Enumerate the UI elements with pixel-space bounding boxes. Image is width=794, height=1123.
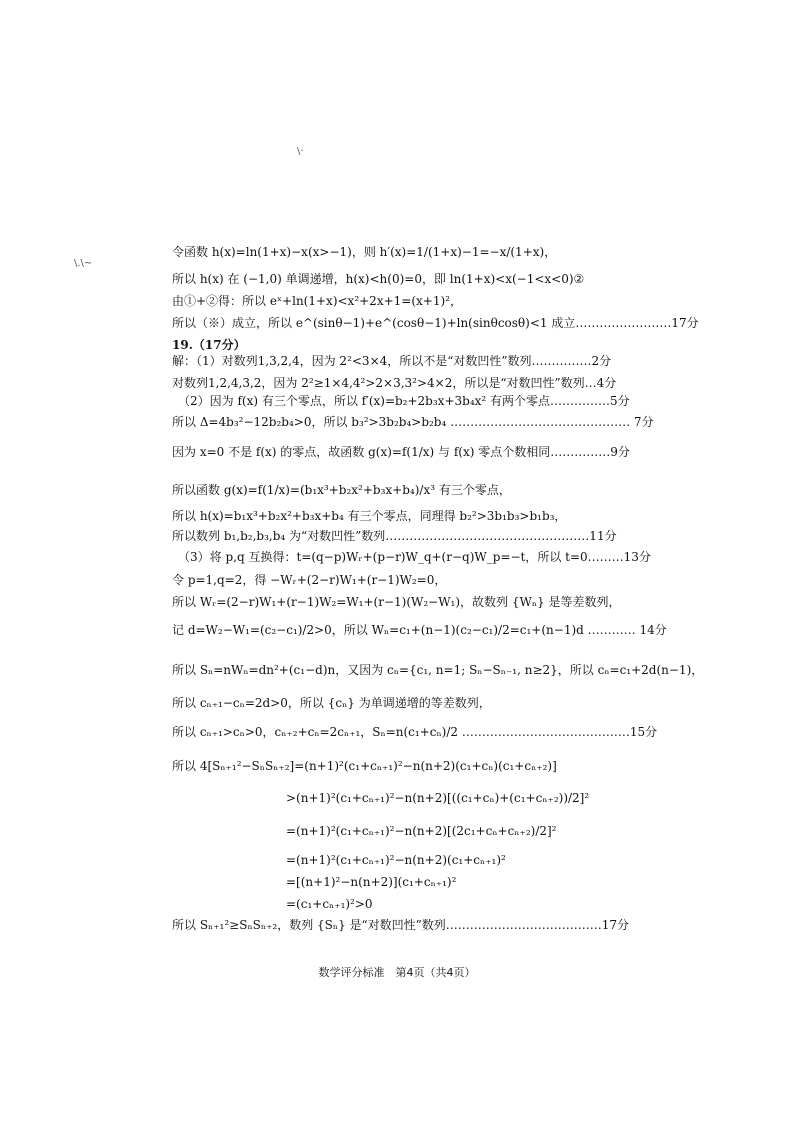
line-25: =[(n+1)²−n(n+2)](c₁+cₙ₊₁)² (286, 875, 457, 889)
line-11: 所以函数 g(x)=f(1/x)=(b₁x³+b₂x²+b₃x+b₄)/x³ 有三个零点， (172, 483, 511, 497)
line-6: 解：（1）对数列1,3,2,4，因为 2²<3×4，所以不是“对数凹性”数列……………2分 (172, 354, 612, 368)
line-27: 所以 Sₙ₊₁²≥SₙSₙ₊₂，数列 {Sₙ} 是“对数凹性”数列…………………………………17分 (172, 918, 630, 932)
line-19: 所以 cₙ₊₁−cₙ=2d>0，所以 {cₙ} 为单调递增的等差数列， (172, 696, 491, 710)
stray-mark-top: \· (297, 146, 304, 157)
line-23: =(n+1)²(c₁+cₙ₊₁)²−n(n+2)[(2c₁+cₙ+cₙ₊₂)/2]² (286, 824, 557, 838)
stray-mark-left: \.\~ (74, 258, 93, 269)
line-12: 所以 h(x)=b₁x³+b₂x²+b₃x+b₄ 有三个零点，同理得 b₂²>3b₁b₃>b₁b₃， (172, 509, 567, 523)
line-9: 所以 Δ=4b₃²−12b₂b₄>0，所以 b₃²>3b₂b₄>b₂b₄ ……………………………………… 7分 (172, 415, 654, 429)
line-4: 所以（※）成立，所以 e^(sinθ−1)+e^(cosθ−1)+ln(sinθcosθ)<1 成立……………………17分 (172, 316, 699, 330)
line-16: 所以 Wᵣ=(2−r)W₁+(r−1)W₂=W₁+(r−1)(W₂−W₁)，故数列 {Wₙ} 是等差数列， (172, 595, 621, 609)
line-26: =(c₁+cₙ₊₁)²>0 (286, 897, 373, 911)
line-2: 所以 h(x) 在 (−1,0) 单调递增，h(x)<h(0)=0，即 ln(1+x)<x(−1<x<0)② (172, 272, 585, 286)
line-24: =(n+1)²(c₁+cₙ₊₁)²−n(n+2)(c₁+cₙ₊₁)² (286, 853, 506, 867)
line-10: 因为 x=0 不是 f(x) 的零点，故函数 g(x)=f(1/x) 与 f(x) 零点个数相同……………9分 (172, 445, 630, 459)
line-8: （2）因为 f(x) 有三个零点，所以 f′(x)=b₂+2b₃x+3b₄x² 有两个零点……………5分 (178, 394, 630, 408)
line-1: 令函数 h(x)=ln(1+x)−x(x>−1)，则 h′(x)=1/(1+x)−1=−x/(1+x)， (172, 245, 557, 259)
line-18: 所以 Sₙ=nWₙ=dn²+(c₁−d)n，又因为 cₙ={c₁, n=1; Sₙ−Sₙ₋₁, n≥2}，所以 cₙ=c₁+2d(n−1)， (172, 663, 704, 677)
line-3: 由①+②得：所以 eˣ+ln(1+x)<x²+2x+1=(x+1)²， (172, 294, 462, 308)
line-20: 所以 cₙ₊₁>cₙ>0，cₙ₊₂+cₙ=2cₙ₊₁，Sₙ=n(c₁+cₙ)/2 ……………………………………15分 (172, 725, 658, 739)
line-7: 对数列1,2,4,3,2，因为 2²≥1×4,4²>2×3,3²>4×2，所以是“对数凹性”数列…4分 (172, 376, 617, 390)
page-footer: 数学评分标准 第4页（共4页） (318, 966, 476, 979)
line-15: 令 p=1,q=2，得 −Wᵣ+(2−r)W₁+(r−1)W₂=0， (172, 573, 447, 587)
line-21: 所以 4[Sₙ₊₁²−SₙSₙ₊₂]=(n+1)²(c₁+cₙ₊₁)²−n(n+2)(c₁+cₙ)(c₁+cₙ₊₂)] (172, 759, 557, 773)
line-14: （3）将 p,q 互换得：t=(q−p)Wᵣ+(p−r)W_q+(r−q)W_p=−t，所以 t=0………13分 (178, 550, 651, 564)
line-17: 记 d=W₂−W₁=(c₂−c₁)/2>0，所以 Wₙ=c₁+(n−1)(c₂−c₁)/2=c₁+(n−1)d ………… 14分 (172, 623, 667, 637)
question-19-heading: 19.（17分） (172, 338, 246, 352)
line-13: 所以数列 b₁,b₂,b₃,b₄ 为“对数凹性”数列……………………………………………11分 (172, 529, 617, 543)
line-22: >(n+1)²(c₁+cₙ₊₁)²−n(n+2)[((c₁+cₙ)+(c₁+cₙ₊₂))/2]² (286, 791, 590, 805)
